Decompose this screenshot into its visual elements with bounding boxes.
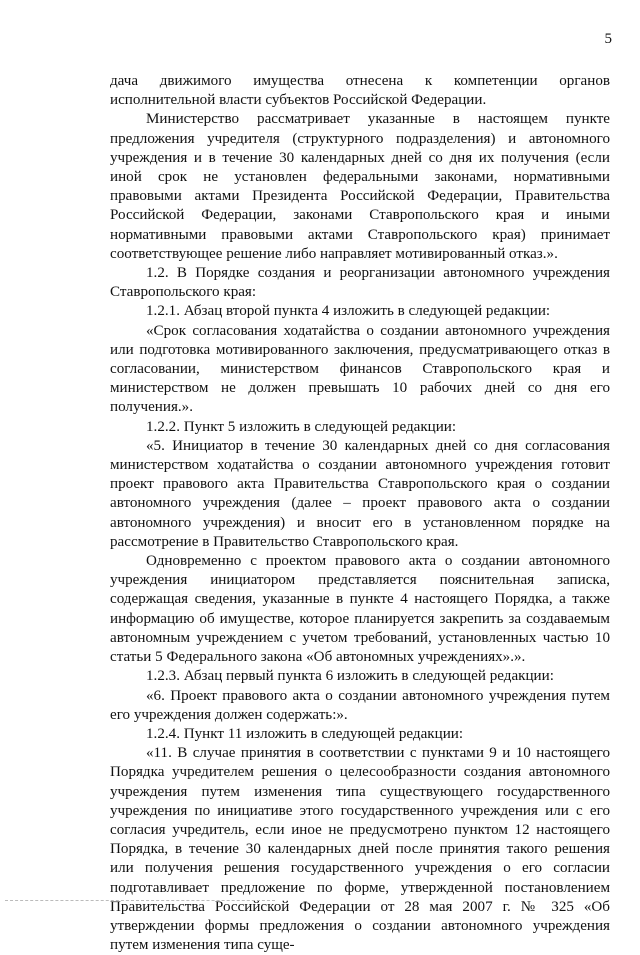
paragraph-item-1-2-1: 1.2.1. Абзац второй пункта 4 изложить в следующей редакции: <box>146 303 551 320</box>
paragraph-item-1-2-2: 1.2.2. Пункт 5 изложить в следующей редакции: <box>146 418 457 435</box>
paragraph-quote-item-5: «5. Инициатор в течение 30 календарных дней со дня согласования министерством ходатайства о создании автономного учреждения готовит проект правового акта Правительства Ставропольского края о создании автономного учреждения (далее – проект правового акта о создании автономного учреждения) и вносит его в установленном порядке на рассмотрение в Правительство Ставропольского края. <box>110 437 610 550</box>
paragraph-quote-deadline: «Срок согласования ходатайства о создании автономного учреждения или подготовка мотивированного заключения, предусматривающего отказ в согласовании, министерством финансов Ставропольского края и министерством не должен превышать 10 рабочих дней со дня его получения.». <box>110 322 610 416</box>
paragraph-item-1-2-4: 1.2.4. Пункт 11 изложить в следующей редакции: <box>146 725 464 742</box>
paragraph-explanatory-note: Одновременно с проектом правового акта о создании автономного учреждения инициатором представляется пояснительная записка, содержащая сведения, указанные в пункте 4 настоящего Порядка, а также информацию об имуществе, которое планируется закрепить за создаваемым автономным учреждением с учетом требований, установленных частью 10 статьи 5 Федерального закона «Об автономных учреждениях».». <box>110 553 610 666</box>
paragraph-item-1-2: 1.2. В Порядке создания и реорганизации автономного учреждения Ставропольского края: <box>110 265 610 301</box>
scan-edge-divider <box>5 900 275 902</box>
paragraph-quote-item-11: «11. В случае принятия в соответствии с пунктами 9 и 10 настоящего Порядка учредителем решения о целесообразности создания автономного учреждения путем изменения типа существующего государственного учреждения по инициативе этого государственного учреждения или с его согласия учредитель, если иное не предусмотрено пунктом 12 настоящего Порядка, в течение 30 календарных дней после принятия такого решения или получения решения государственного учреждения о его согласии подготавливает предложение по форме, утвержденной постановлением Правительства Российской Федерации от 28 мая 2007 г. № 325 «Об утверждении формы предложения о создании автономного учреждения путем изменения типа суще- <box>110 745 610 954</box>
paragraph-ministry-review: Министерство рассматривает указанные в настоящем пункте предложения учредителя (структурного подразделения) и автономного учреждения и в течение 30 календарных дней со дня их получения (если иной срок не установлен федеральными законами, нормативными правовыми актами Президента Российской Федерации, Правительства Российской Федерации, законами Ставропольского края и иными нормативными правовыми актами Ставропольского края) принимает соответствующее решение либо направляет мотивированный отказ.». <box>110 111 610 262</box>
paragraph-continuation: дача движимого имущества отнесена к компетенции органов исполнительной власти субъектов Российской Федерации. <box>110 73 610 109</box>
document-body <box>110 72 610 955</box>
paragraph-item-1-2-3: 1.2.3. Абзац первый пункта 6 изложить в следующей редакции: <box>146 668 554 685</box>
paragraph-quote-item-6: «6. Проект правового акта о создании автономного учреждения путем его учреждения должен содержать:». <box>110 687 610 723</box>
page-number: 5 <box>604 31 612 47</box>
